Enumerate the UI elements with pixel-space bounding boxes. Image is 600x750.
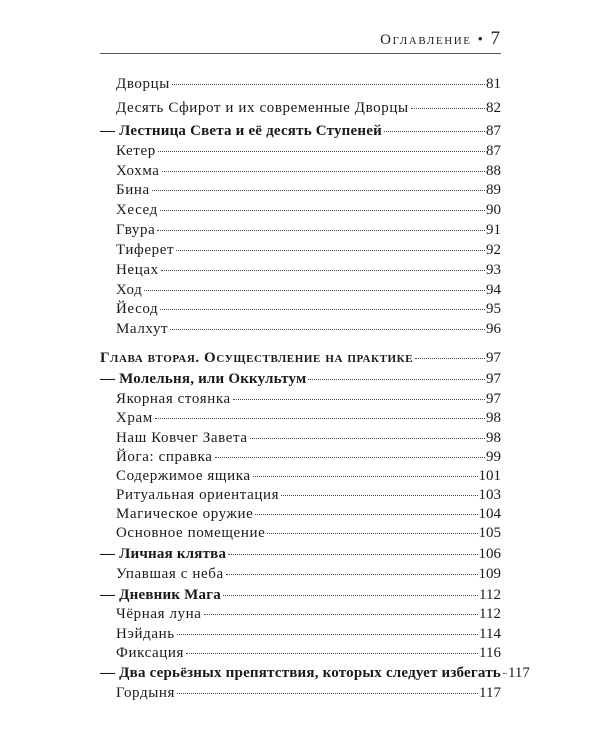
- toc-entry[interactable]: [116, 182, 501, 199]
- dot-leader: [155, 418, 485, 419]
- toc-entry-page: 98: [486, 410, 501, 426]
- toc-entry-title: Ритуальная ориентация: [116, 487, 280, 503]
- toc-chapter[interactable]: [100, 350, 501, 367]
- toc-entry-page: 96: [486, 321, 501, 337]
- toc-entry-page: 94: [486, 282, 501, 298]
- dot-leader: [308, 379, 485, 380]
- toc-entry-title: Тиферет: [116, 242, 175, 258]
- toc-entry-page: 97: [486, 350, 501, 366]
- header-separator: •: [477, 32, 485, 48]
- toc-entry-page: 103: [478, 487, 501, 503]
- dot-leader: [233, 399, 485, 400]
- dot-leader: [160, 309, 485, 310]
- toc-entry-title: Храм: [116, 410, 153, 426]
- toc-entry[interactable]: [116, 262, 501, 279]
- header-title: Оглавление: [380, 32, 472, 48]
- toc-entry[interactable]: [116, 685, 501, 702]
- dot-leader: [226, 574, 478, 575]
- toc-entry-title: — Два серьёзных препятствия, которых следует избегать: [100, 665, 501, 681]
- toc-entry-page: 109: [478, 566, 501, 582]
- dot-leader: [204, 614, 479, 615]
- toc-entry-page: 112: [479, 606, 501, 622]
- toc-entry[interactable]: [116, 506, 501, 523]
- dot-leader: [503, 673, 507, 674]
- dot-leader: [253, 476, 478, 477]
- toc-entry-page: 88: [486, 163, 501, 179]
- toc-entry-title: Гордыня: [116, 685, 175, 701]
- toc-entry-page: 104: [478, 506, 501, 522]
- toc-entry-page: 93: [486, 262, 501, 278]
- toc-entry-title: Йога: справка: [116, 449, 213, 465]
- toc-entry[interactable]: [116, 282, 501, 299]
- toc-entry[interactable]: [116, 487, 501, 504]
- toc-entry[interactable]: [116, 430, 501, 447]
- dot-leader: [158, 151, 485, 152]
- toc-entry-page: 98: [486, 430, 501, 446]
- toc-entry-page: 91: [486, 222, 501, 238]
- dot-leader: [177, 693, 478, 694]
- header-rule: [100, 53, 501, 54]
- toc-entry-page: 101: [478, 468, 501, 484]
- dot-leader: [250, 438, 485, 439]
- toc-entry[interactable]: [116, 468, 501, 485]
- toc-entry[interactable]: [116, 301, 501, 318]
- toc-entry-title: Ход: [116, 282, 143, 298]
- toc-section[interactable]: [100, 587, 501, 604]
- toc-entry[interactable]: [116, 645, 501, 662]
- dot-leader: [152, 190, 485, 191]
- toc-entry[interactable]: [116, 76, 501, 93]
- toc-entry-page: 97: [486, 371, 501, 387]
- toc-entry-title: Фиксация: [116, 645, 185, 661]
- toc-entry[interactable]: [116, 525, 501, 542]
- toc-entry[interactable]: [116, 163, 501, 180]
- toc-entry-title: — Молельня, или Оккультум: [100, 371, 307, 387]
- toc-entry-page: 116: [479, 645, 501, 661]
- dot-leader: [160, 210, 485, 211]
- toc-entry[interactable]: [116, 449, 501, 466]
- dot-leader: [384, 131, 485, 132]
- toc-entry-title: Йесод: [116, 301, 159, 317]
- toc-entry-title: Малхут: [116, 321, 169, 337]
- dot-leader: [161, 270, 485, 271]
- toc-section[interactable]: [100, 665, 530, 682]
- toc-entry-page: 81: [486, 76, 501, 92]
- toc-entry-page: 87: [486, 143, 501, 159]
- dot-leader: [157, 230, 485, 231]
- toc-entry-title: Гвура: [116, 222, 156, 238]
- toc-entry-title: Кетер: [116, 143, 156, 159]
- dot-leader: [281, 495, 477, 496]
- toc-entry[interactable]: [116, 391, 501, 408]
- toc-entry-title: Дворцы: [116, 76, 170, 92]
- dot-leader: [228, 554, 477, 555]
- toc-section[interactable]: [100, 546, 501, 563]
- dot-leader: [415, 358, 485, 359]
- dot-leader: [162, 171, 485, 172]
- toc-entry-title: Десять Сфирот и их современные Дворцы: [116, 100, 409, 116]
- toc-entry[interactable]: [116, 143, 501, 160]
- running-header: [380, 28, 500, 50]
- dot-leader: [144, 290, 485, 291]
- toc-entry-page: 106: [478, 546, 501, 562]
- toc-section[interactable]: [100, 371, 501, 388]
- toc-entry-page: 89: [486, 182, 501, 198]
- toc-entry-title: Основное помещение: [116, 525, 266, 541]
- toc-entry-title: — Личная клятва: [100, 546, 227, 562]
- toc-entry-page: 90: [486, 202, 501, 218]
- toc-entry-title: Содержимое ящика: [116, 468, 251, 484]
- page-number: 7: [490, 28, 500, 49]
- toc-entry[interactable]: [116, 606, 501, 623]
- toc-entry-page: 82: [486, 100, 501, 116]
- dot-leader: [411, 108, 485, 109]
- toc-entry-title: — Лестница Света и её десять Ступеней: [100, 123, 382, 139]
- toc-entry-title: Якорная стоянка: [116, 391, 231, 407]
- toc-entry-title: Нэйдань: [116, 626, 175, 642]
- toc-entry-page: 105: [478, 525, 501, 541]
- toc-entry-title: Бина: [116, 182, 150, 198]
- toc-entry[interactable]: [116, 100, 501, 117]
- toc-entry-title: Хохма: [116, 163, 160, 179]
- dot-leader: [223, 595, 478, 596]
- toc-entry-page: 97: [486, 391, 501, 407]
- toc-entry-page: 112: [479, 587, 501, 603]
- dot-leader: [186, 653, 478, 654]
- toc-entry[interactable]: [116, 242, 501, 259]
- toc-entry[interactable]: [116, 202, 501, 219]
- toc-entry-title: Чёрная луна: [116, 606, 202, 622]
- toc-entry-title: Хесед: [116, 202, 158, 218]
- toc-section[interactable]: [100, 123, 501, 140]
- toc-entry-page: 99: [486, 449, 501, 465]
- dot-leader: [267, 533, 477, 534]
- toc-entry-title: Нецах: [116, 262, 159, 278]
- dot-leader: [215, 457, 485, 458]
- toc-entry-page: 114: [479, 626, 501, 642]
- toc-entry-page: 117: [507, 665, 530, 681]
- toc-entry-title: Упавшая с неба: [116, 566, 224, 582]
- toc-entry-title: — Дневник Мага: [100, 587, 221, 603]
- toc-entry[interactable]: [116, 626, 501, 643]
- toc-entry[interactable]: [116, 410, 501, 427]
- toc-entry-title: Наш Ковчег Завета: [116, 430, 248, 446]
- toc-entry[interactable]: [116, 566, 501, 583]
- dot-leader: [177, 634, 478, 635]
- dot-leader: [170, 329, 485, 330]
- toc-entry-page: 92: [486, 242, 501, 258]
- toc-entry[interactable]: [116, 321, 501, 338]
- dot-leader: [176, 250, 485, 251]
- toc-entry-title: Магическое оружие: [116, 506, 254, 522]
- dot-leader: [255, 514, 477, 515]
- toc-entry[interactable]: [116, 222, 501, 239]
- toc-entry-title: Глава вторая. Осуществление на практике: [100, 350, 414, 366]
- toc-entry-page: 87: [486, 123, 501, 139]
- dot-leader: [172, 84, 485, 85]
- toc-entry-page: 95: [486, 301, 501, 317]
- toc-entry-page: 117: [479, 685, 501, 701]
